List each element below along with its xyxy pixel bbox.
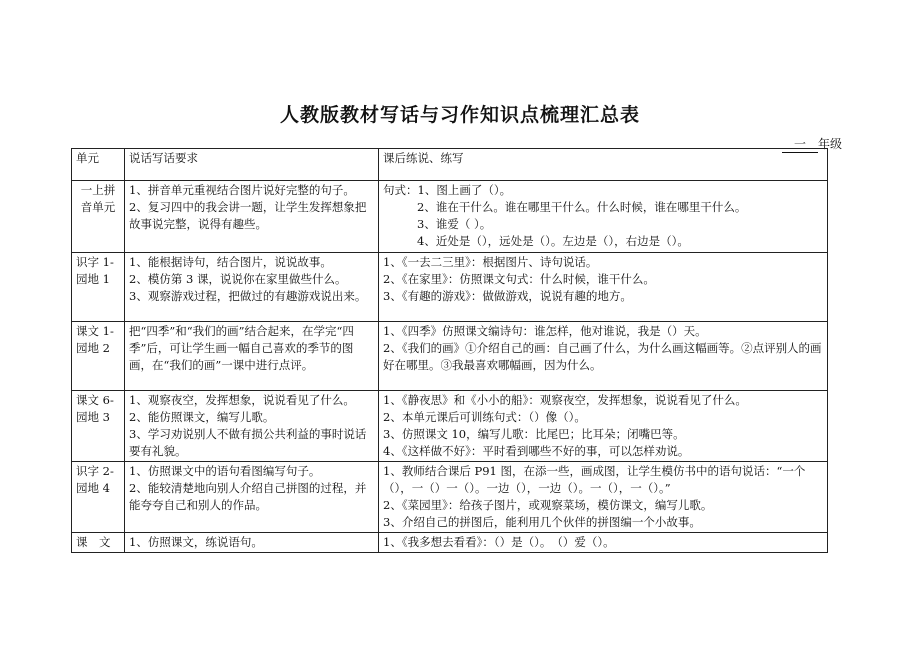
- page-title: 人教版教材写话与习作知识点梳理汇总表: [279, 104, 640, 126]
- requirement-line: 1、观察夜空，发挥想象，说说看见了什么。: [129, 393, 355, 407]
- requirement-line: 3、观察游戏过程，把做过的有趣游戏说出来。: [129, 289, 367, 303]
- practice-line: 1、《静夜思》和《小小的船》：观察夜空，发挥想象，说说看见了什么。: [383, 393, 747, 407]
- practice-line: 1、《四季》仿照课文编诗句：谁怎样，他对谁说，我是（）天。: [383, 324, 707, 338]
- practice-cell: [379, 391, 828, 462]
- practice-cell: [379, 181, 828, 253]
- practice-line: 1、《我多想去看看》：（）是（）。 （）爱（）。: [383, 535, 615, 549]
- requirements-cell: [125, 462, 379, 533]
- requirement-line: 1、仿照课文，练说语句。: [129, 535, 263, 549]
- table-row: [72, 322, 828, 391]
- practice-line: 3、仿照课文 10，编写儿歌：比尾巴；比耳朵；闭嘴巴等。: [383, 427, 685, 441]
- practice-cell: [379, 533, 828, 553]
- practice-line: 2、《菜园里》：给孩子图片，或观察菜场，模仿课文，编写儿歌。: [383, 498, 713, 512]
- unit-cell: 识字 2-园地 4: [72, 462, 125, 533]
- practice-cell: [379, 322, 828, 391]
- requirement-line: 2、能较清楚地向别人介绍自己拼图的过程，并能夸夸自己和别人的作品。: [129, 481, 367, 512]
- grade-suffix: 年级: [817, 137, 842, 151]
- table-row: [72, 391, 828, 462]
- table-row: [72, 181, 828, 253]
- header-unit: 单元: [72, 149, 125, 181]
- unit-cell: 一上拼音单元: [72, 181, 125, 253]
- requirement-line: 1、仿照课文中的语句看图编写句子。: [129, 464, 321, 478]
- header-practice: 课后练说、练写: [379, 149, 828, 181]
- requirements-cell: [125, 253, 379, 322]
- requirement-line: 把“四季”和“我们的画”结合起来，在学完“四季”后，可让学生画一幅自己喜欢的季节的图画，在“我们的画”一课中进行点评。: [129, 324, 354, 372]
- practice-line: 2、《我们的画》①介绍自己的画：自己画了什么，为什么画这幅画等。②点评别人的画好在哪里。③我最喜欢哪幅画，因为什么。: [383, 341, 822, 372]
- practice-line: 1、教师结合课后 P91 图，在添一些，画成图，让学生模仿书中的语句说话：“一个（），一（）一（）。一边（），一边（）。一（），一（）。”: [383, 464, 806, 495]
- requirements-cell: [125, 533, 379, 553]
- unit-cell: 识字 1-园地 1: [72, 253, 125, 322]
- table-row: [72, 253, 828, 322]
- requirement-line: 3、学习劝说别人不做有损公共利益的事时说话要有礼貌。: [129, 427, 367, 458]
- table-row: [72, 462, 828, 533]
- header-requirements: 说话写话要求: [125, 149, 379, 181]
- practice-line: 2、《在家里》：仿照课文句式：什么时候，谁干什么。: [383, 272, 655, 286]
- requirement-line: 2、模仿第 3 课，说说你在家里做些什么。: [129, 272, 347, 286]
- requirement-line: 2、能仿照课文，编写儿歌。: [129, 410, 275, 424]
- unit-cell: 课文 1-园地 2: [72, 322, 125, 391]
- table-row: [72, 533, 828, 553]
- practice-line: 1、《一去二三里》：根据图片、诗句说话。: [383, 255, 598, 269]
- requirements-cell: [125, 391, 379, 462]
- practice-line: 3、介绍自己的拼图后，能利用几个伙伴的拼图编一个小故事。: [383, 515, 701, 529]
- practice-line: 2、谁在干什么。谁在哪里干什么。什么时候，谁在哪里干什么。: [417, 200, 747, 214]
- requirements-cell: [125, 322, 379, 391]
- unit-cell: 课 文: [72, 533, 125, 553]
- practice-cell: [379, 462, 828, 533]
- grade-value: 一: [782, 135, 818, 153]
- unit-cell: 课文 6-园地 3: [72, 391, 125, 462]
- practice-line: 3、《有趣的游戏》：做做游戏，说说有趣的地方。: [383, 289, 632, 303]
- requirement-line: 1、拼音单元重视结合图片说好完整的句子。: [129, 183, 355, 197]
- requirement-line: 2、复习四中的我会讲一题，让学生发挥想象把故事说完整，说得有趣些。: [129, 200, 367, 231]
- practice-line: 4、《这样做不好》：平时看到哪些不好的事，可以怎样劝说。: [383, 444, 690, 458]
- practice-line: 句式：1、图上画了（）。: [383, 183, 512, 197]
- practice-line: 4、近处是（），远处是（）。左边是（），右边是（）。: [417, 234, 689, 248]
- practice-line: 2、本单元课后可训练句式：（）像（）。: [383, 410, 586, 424]
- requirements-cell: [125, 181, 379, 253]
- practice-line: 3、谁爱（ ）。: [417, 217, 492, 231]
- practice-cell: [379, 253, 828, 322]
- requirement-line: 1、能根据诗句，结合图片，说说故事。: [129, 255, 332, 269]
- summary-table: [71, 148, 828, 553]
- header-row: [72, 149, 828, 181]
